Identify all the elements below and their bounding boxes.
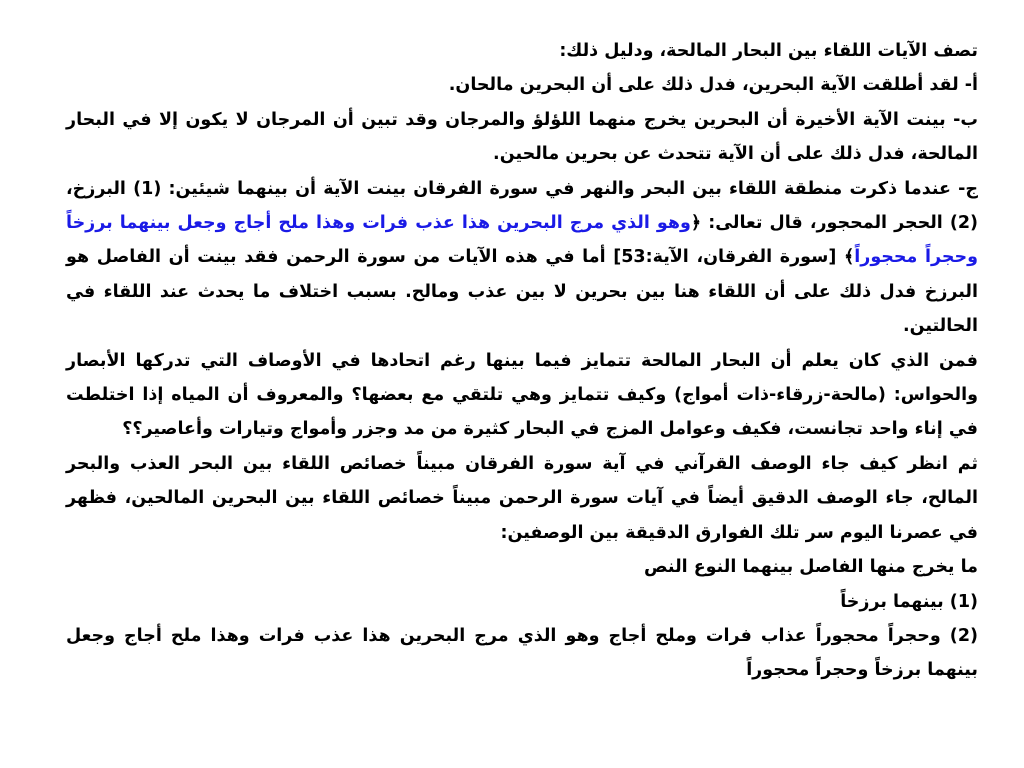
- paragraph-comparison: ثم انظر كيف جاء الوصف القرآني في آية سورة الفرقان مبيناً خصائص اللقاء بين البحر العذب والبحر المالح، جاء الوصف الدقيق أيضاً في آيات سورة الرحمن مبيناً خصائص اللقاء بين البحرين المالحين، فظهر في عصرنا اليوم سر تلك الفوارق الدقيقة بين الوصفين:: [66, 453, 978, 543]
- list-heading: ما يخرج منها الفاصل بينهما النوع النص: [644, 557, 978, 578]
- list-item-2: (2) وحجراً محجوراً عذاب فرات وملح أجاج وهو الذي مرج البحرين هذا عذب فرات وهذا ملح أجاج وجعل بينهما برزخاً وحجراً محجوراً: [66, 625, 978, 681]
- list-item-1: (1) بينهما برزخاً: [840, 591, 978, 612]
- point-b: ب- بينت الآية الأخيرة أن البحرين يخرج منهما اللؤلؤ والمرجان وقد تبين أن المرجان لا يكون إلا في البحار المالحة، فدل ذلك على أن الآية تتحدث عن بحرين مالحين.: [66, 109, 978, 165]
- point-c-text-start: ج- عندما ذكرت منطقة اللقاء بين البحر والنهر في سورة الفرقان بينت الآية أن بينهما شيئين: (1) البرزخ، (2) الحجر المحجور، قال تعالى: ﴿: [66, 178, 979, 234]
- point-a: أ- لقد أطلقت الآية البحرين، فدل ذلك على أن البحرين مالحان.: [448, 75, 978, 96]
- point-c-text-end: ﴾ [سورة الفرقان، الآية:53] أما في هذه الآيات من سورة الرحمن فقد بينت أن الفاصل هو البرزخ فدل ذلك على أن اللقاء هنا بين بحرين لا بين عذب ومالح. بسبب اختلاف ما يحدث عند اللقاء في الحالتين.: [66, 247, 978, 337]
- quran-quote: وهو الذي مرج البحرين هذا عذب فرات وهذا ملح أجاج وجعل بينهما برزخاً وحجراً محجوراً: [66, 213, 978, 268]
- paragraph-question: فمن الذي كان يعلم أن البحار المالحة تتمايز فيما بينها رغم اتحادها في الأوصاف التي تدركها الأبصار والحواس: (مالحة-زرقاء-ذات أمواج) وكيف تتمايز وهي تلتقي مع بعضها؟ والمعروف أن المياه إذا اختلطت في إناء واحد تجانست، فكيف وعوامل المزج في البحار كثيرة من مد وجزر وأمواج وتيارات وأعاصير؟؟: [66, 350, 978, 440]
- intro-line: تصف الآيات اللقاء بين البحار المالحة، ودليل ذلك:: [559, 41, 978, 61]
- point-c: [66, 172, 978, 344]
- document-body: [66, 34, 978, 688]
